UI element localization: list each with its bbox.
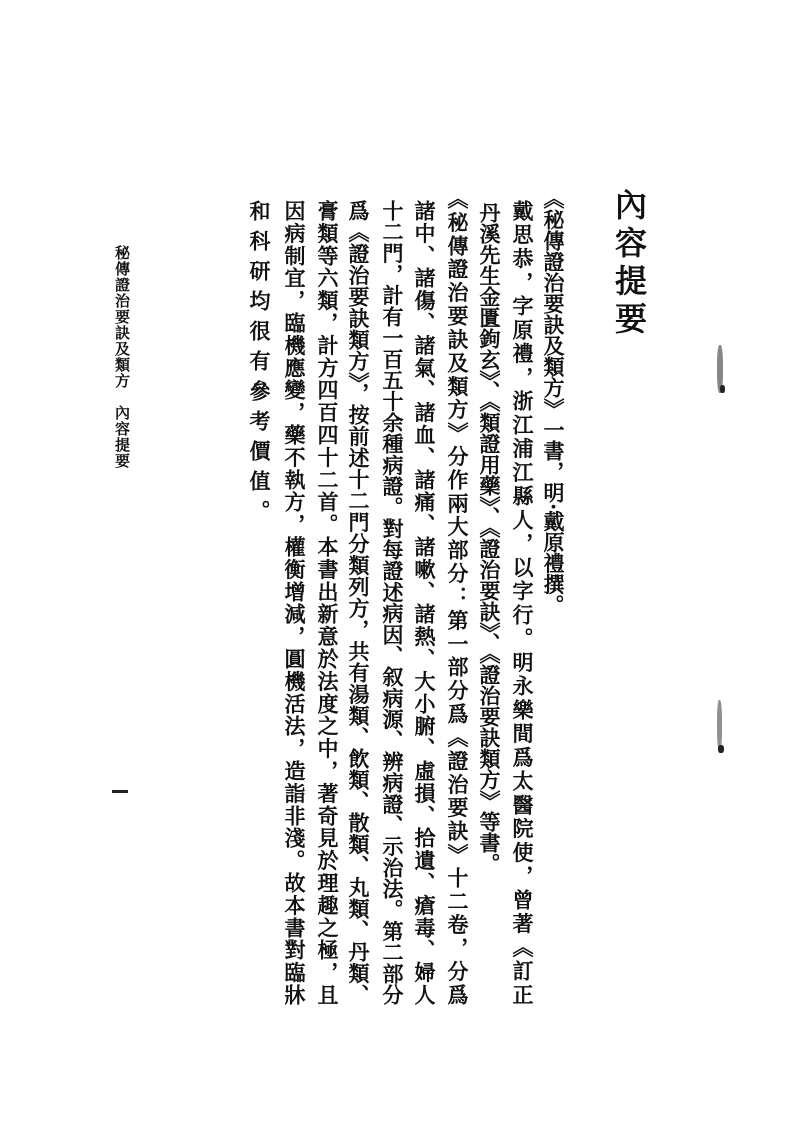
- scan-speck: [718, 745, 724, 753]
- text-column: 膏類等六類，計方四百四十二首。本書出新意於法度之中，著奇見於理趣之極，且: [315, 200, 340, 1005]
- running-header: 秘傳證治要訣及類方 內容提要: [113, 245, 131, 469]
- scan-speck: [720, 385, 725, 393]
- text-column: 《秘傳證治要訣及類方》一書，明·戴原禮撰。: [541, 188, 566, 616]
- text-column: 爲《證治要訣類方》，按前述十二門分類列方，共有湯類、飲類、散類、丸類、丹類、: [346, 200, 371, 1005]
- page-number: [112, 790, 128, 793]
- page-title: 內容提要: [610, 188, 648, 340]
- text-column: 因病制宜，臨機應變，藥不執方，權衡增減，圓機活法，造詣非淺。故本書對臨牀: [282, 200, 307, 1005]
- text-column: 和科研均很有參考價值。: [247, 200, 272, 530]
- text-column: 十二門，計有一百五十余種病證。對每證述病因、叙病源、辨病證、示治法。第二部分: [380, 200, 405, 1005]
- text-column: 《秘傳證治要訣及類方》分作兩大部分：第一部分爲《證治要訣》十二卷，分爲: [445, 188, 470, 1005]
- text-column: 丹溪先生金匱鉤玄》、《類證用藥》、《證治要訣》、《證治要訣類方》等書。: [477, 202, 502, 874]
- scan-speck: [717, 700, 722, 750]
- text-column: 諸中、諸傷、諸氣、諸血、諸痛、諸嗽、諸熱、大小腑、虛損、拾遺、瘡毒、婦人: [412, 200, 437, 1005]
- text-column: 戴思恭，字原禮，浙江浦江縣人，以字行。明永樂間爲太醫院使，曾著《訂正: [510, 200, 535, 1005]
